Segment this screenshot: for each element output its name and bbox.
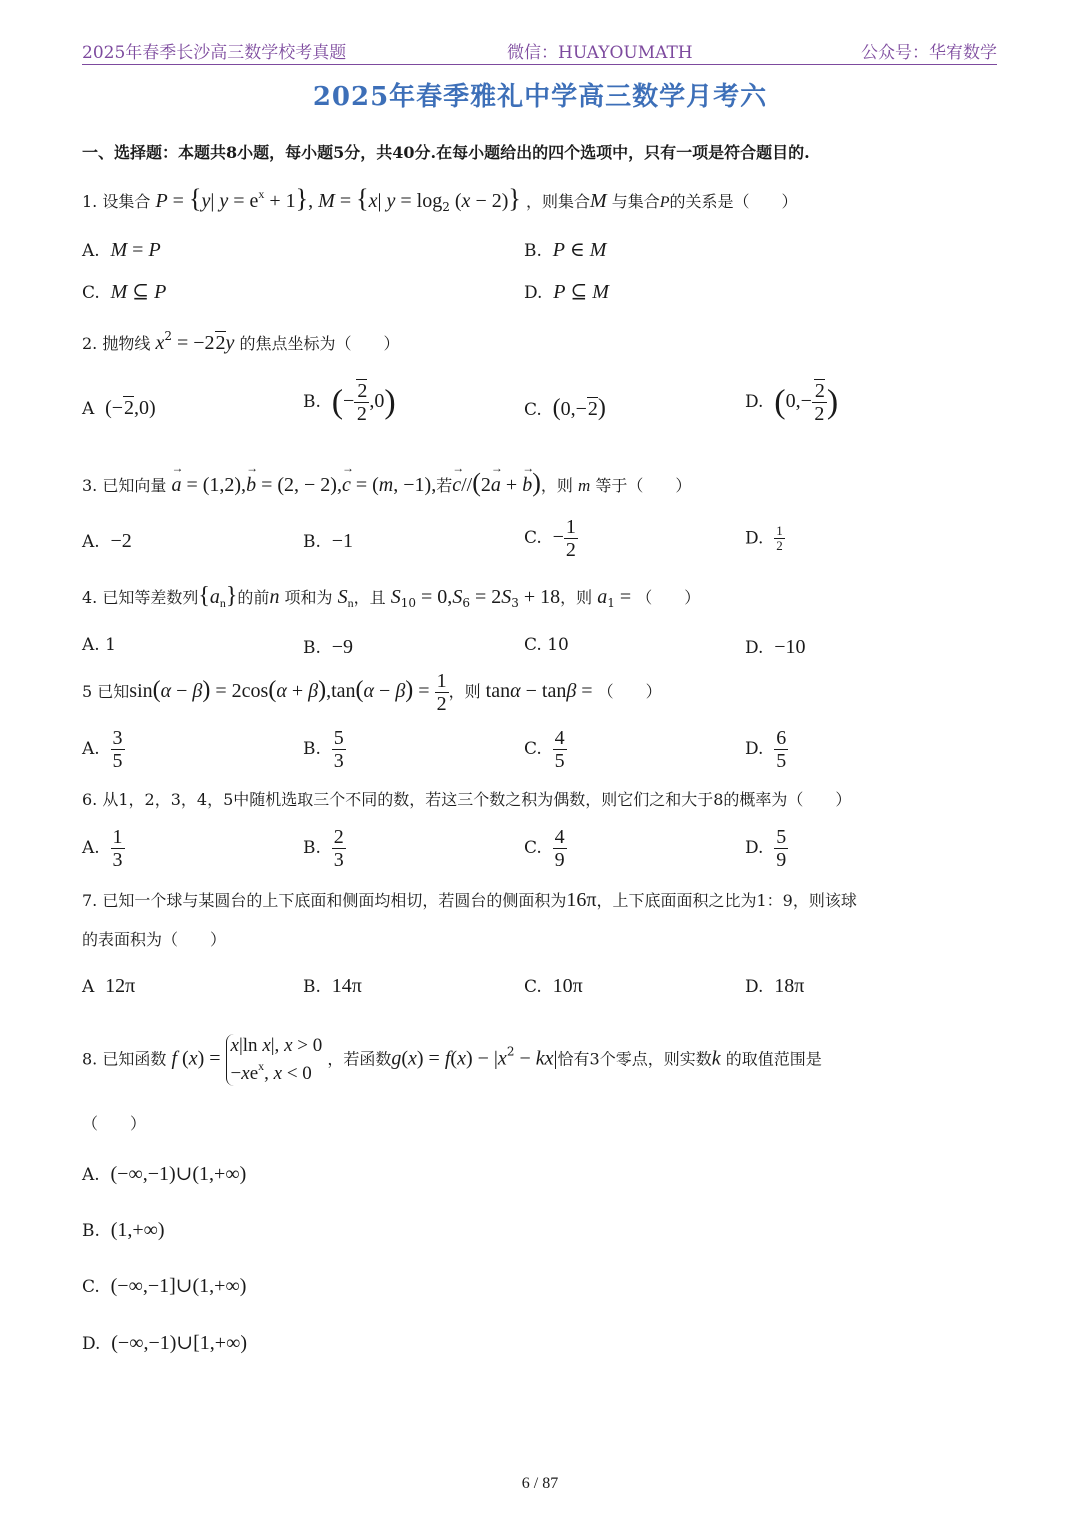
q3-option-b: B. −1 (303, 530, 353, 552)
header-middle: 微信：HUAYOUMATH (507, 43, 693, 63)
question-7-line-1: 7. 已知一个球与某圆台的上下底面和侧面均相切，若圆台的侧面积为16π，上下底面面积之比为1：9，则该球 (82, 889, 857, 911)
q3-option-d: D. $\frac{1}{2}$ (745, 523, 783, 554)
q1-option-d: D. P ⊆ M (524, 281, 609, 303)
question-6: 6. 从1，2，3，4，5中随机选取三个不同的数，若这三个数之积为偶数，则它们之和大于8的概率为（ ） (82, 790, 852, 809)
q5-option-a: A. $\frac{3}{5}$ (82, 727, 123, 772)
q1-option-b: B. P ∈ M (524, 239, 607, 261)
q8-option-d: D. (−∞,−1)∪[1,+∞) (82, 1332, 248, 1354)
question-1: 1. 设集合 P = {y| $y = e^x + 1$}, M = {x| $y = \log_2 (x - 2)$} ，则集合M 与集合P的关系是（ ） (82, 184, 798, 214)
q1-tail: ，则集合 (525, 192, 590, 211)
q2-option-b: B. (− $\frac{2}{2}$ ,0) (303, 380, 396, 425)
q5-option-c: C. $\frac{4}{5}$ (524, 727, 565, 772)
q7-option-a: A 12π (82, 975, 136, 997)
q3-option-a: A. −2 (82, 530, 132, 552)
question-3: 3. 已知向量 → a = (1,2),→ b = (2, − 2),→ c = (m, −1),若→ c//(2→ a + → b)，则 m 等于（ ） (82, 470, 691, 496)
q1-tail3: 的关系是（ ） (669, 192, 798, 211)
q6-option-b: B. $\frac{2}{3}$ (303, 826, 344, 871)
q6-option-c: C. $\frac{4}{9}$ (524, 826, 565, 871)
q8-option-a: A. (−∞,−1)∪(1,+∞) (82, 1163, 247, 1185)
header-right: 公众号：华宥数学 (861, 43, 997, 63)
page-number: 6 / 87 (521, 1475, 559, 1492)
question-2: 2. 抛物线 $x^2 = -22y$ 的焦点坐标为（ ） (82, 329, 400, 354)
q4-option-c: C. 10 (524, 635, 569, 655)
q4-option-a: A. 1 (82, 635, 116, 655)
page-title: 2025年春季雅礼中学高三数学月考六 (312, 82, 768, 112)
question-5: 5 已知sin(α − β) = 2cos(α + β),tan(α − β) = $\frac{1}{2}$ ，则 tanα − tanβ = （ ） (82, 670, 662, 715)
q2-option-d: D. (0,− $\frac{2}{2}$ ) (745, 380, 839, 425)
q7-option-d: D. 18π (745, 975, 805, 997)
question-8: 8. 已知函数 f (x) = x|ln x|, x > 0 $-xe^x$, x < 0 ，若函数$g(x) = f(x) - |x^2 - kx|$恰有3个零点，则实数k 的取值范围是 (82, 1034, 822, 1086)
q1-tail2: 与集合 (611, 192, 660, 211)
question-4: 4. 已知等差数列$\{a_n\}$的前n 项和为 $S_n$，且 $S_{10} = 0,S_6 = 2S_3 + 18$，则 $a_1$ = （ ） (82, 583, 701, 610)
q4-option-d: D. −10 (745, 636, 806, 658)
q6-option-a: A. $\frac{1}{3}$ (82, 826, 123, 871)
q7-option-c: C. 10π (524, 975, 583, 997)
q1-option-c: C. M ⊆ P (82, 281, 167, 303)
q5-option-b: B. $\frac{5}{3}$ (303, 727, 344, 772)
q8-option-b: B. (1,+∞) (82, 1219, 165, 1241)
q3-option-c: C. − $\frac{1}{2}$ (524, 516, 576, 561)
question-7-line-2: 的表面积为（ ） (82, 930, 227, 949)
q7-option-b: B. 14π (303, 975, 362, 997)
header-left: 2025年春季长沙高三数学校考真题 (82, 43, 347, 63)
q6-option-d: D. $\frac{5}{9}$ (745, 826, 787, 871)
q8-option-c: C. (−∞,−1]∪(1,+∞) (82, 1275, 247, 1297)
q2-option-c: C. (0,−2) (524, 395, 606, 421)
q1-lead: 1. 设集合 (82, 192, 151, 211)
q4-option-b: B. −9 (303, 636, 353, 658)
section-heading: 一、选择题：本题共8小题，每小题5分，共40分.在每小题给出的四个选项中，只有一项是符合题目的. (82, 143, 810, 162)
q2-option-a: A (−2,0) (82, 397, 156, 419)
q8-paren: （ ） (82, 1114, 147, 1133)
q5-option-d: D. $\frac{6}{5}$ (745, 727, 787, 772)
q1-option-a: A. M = P (82, 239, 161, 261)
header-divider (82, 64, 997, 65)
